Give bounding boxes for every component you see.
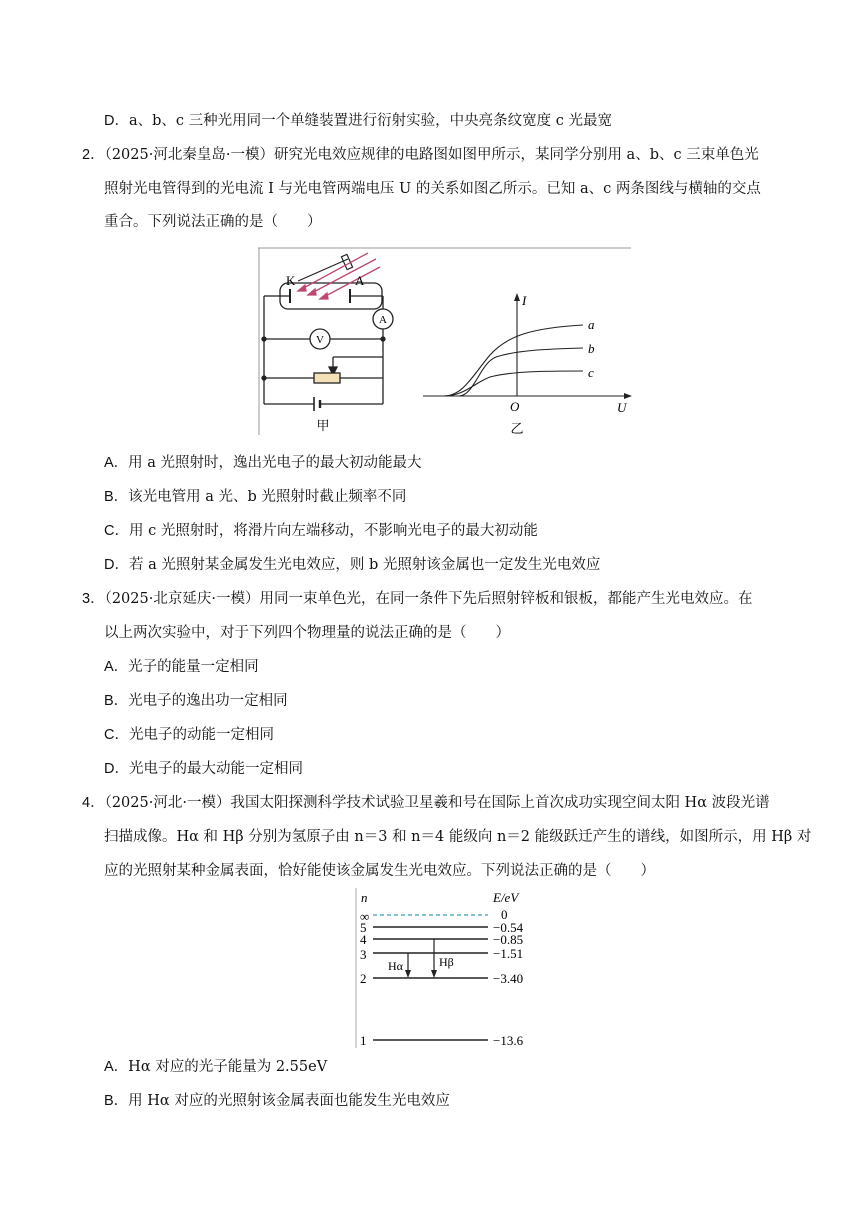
q2-option-d [104, 555, 600, 575]
option-text: 该光电管用 a 光、b 光照射时截止频率不同 [128, 489, 407, 505]
voltmeter-label: V [316, 334, 324, 346]
q2-option-b [104, 487, 406, 507]
rheostat [314, 373, 340, 383]
option-letter: B． [104, 693, 129, 709]
graph-caption: 乙 [510, 421, 524, 436]
ammeter-label: A [379, 314, 387, 326]
circuit-caption: 甲 [316, 418, 330, 433]
question-text: （2025·河北·一模）我国太阳探测科学技术试验卫星羲和号在国际上首次成功实现空间太阳 Hα 波段光谱 [104, 795, 770, 811]
option-text: 用 Hα 对应的光照射该金属表面也能发生光电效应 [128, 1093, 450, 1109]
i-axis-label: I [522, 293, 527, 308]
q3-option-d [104, 759, 303, 779]
option-letter: B． [104, 1093, 129, 1109]
q2-stem-line-2: 照射光电管得到的光电流 I 与光电管两端电压 U 的关系如图乙所示。已知 a、c 两条图线与横轴的交点 [104, 181, 761, 197]
h-beta-label: Hβ [439, 955, 454, 969]
h-alpha-label: Hα [388, 959, 403, 973]
option-text: 光电子的动能一定相同 [128, 727, 274, 743]
level-n-5: 5 [360, 920, 367, 935]
curve-c [444, 371, 583, 396]
question-number: 4． [82, 795, 105, 811]
q2-stem-line-3: 重合。下列说法正确的是（ ） [104, 214, 322, 230]
u-axis-label: U [617, 400, 627, 415]
curve-a [444, 325, 583, 396]
question-number: 3． [82, 591, 105, 607]
level-e-5: −0.54 [493, 920, 524, 935]
level-n-inf: ∞ [360, 909, 370, 924]
level-e-3: −1.51 [493, 946, 524, 961]
option-text: 光电子的最大动能一定相同 [128, 761, 303, 777]
level-n-4: 4 [360, 932, 367, 947]
option-text: 用 a 光照射时，逸出光电子的最大初动能最大 [128, 455, 422, 471]
level-n-2: 2 [360, 971, 367, 986]
q1-option-d [104, 111, 612, 131]
origin-label: O [510, 399, 520, 414]
level-e-inf: 0 [501, 907, 508, 922]
energy-level-diagram [355, 888, 545, 1050]
option-text: 光电子的逸出功一定相同 [128, 693, 288, 709]
circuit-diagram [262, 283, 393, 411]
q4-option-b [104, 1091, 450, 1111]
q4-stem-line-1 [82, 793, 770, 813]
q4-stem-line-3: 应的光照射某种金属表面，恰好能使该金属发生光电效应。下列说法正确的是（ ） [104, 863, 655, 879]
q4-energy-level-figure [355, 888, 545, 1050]
option-letter: D． [104, 113, 129, 129]
option-text: 用 c 光照射时，将滑片向左端移动，不影响光电子的最大初动能 [128, 523, 538, 539]
level-n-1: 1 [360, 1033, 367, 1048]
q3-option-a [104, 657, 259, 677]
q2-stem-line-1 [82, 145, 759, 165]
curve-b-label: b [588, 341, 595, 356]
option-text: 光子的能量一定相同 [128, 659, 259, 675]
anode-label: A [355, 273, 365, 288]
curve-a-label: a [588, 317, 595, 332]
e-header: E/eV [493, 890, 519, 905]
q3-stem-line-1 [82, 589, 752, 609]
q4-option-a [104, 1057, 327, 1077]
q2-option-a [104, 453, 422, 473]
level-e-1: −13.6 [493, 1033, 524, 1048]
option-letter: C． [104, 727, 129, 743]
q2-figure [258, 247, 633, 437]
level-e-2: −3.40 [493, 971, 524, 986]
option-letter: C． [104, 523, 129, 539]
option-letter: D． [104, 761, 129, 777]
level-n-3: 3 [360, 947, 367, 962]
cathode-label: K [286, 273, 296, 288]
question-number: 2． [82, 147, 105, 163]
iu-graph [423, 293, 632, 399]
question-text: （2025·北京延庆·一模）用同一束单色光，在同一条件下先后照射锌板和银板，都能产生光电效应。在 [104, 591, 753, 607]
option-text: Hα 对应的光子能量为 2.55eV [128, 1059, 328, 1075]
option-letter: A． [104, 659, 129, 675]
circuit-and-graph-figure [258, 247, 633, 437]
option-text: 若 a 光照射某金属发生光电效应，则 b 光照射该金属也一定发生光电效应 [128, 557, 601, 573]
q3-stem-line-2: 以上两次实验中，对于下列四个物理量的说法正确的是（ ） [104, 625, 510, 641]
light-source [298, 254, 353, 281]
q2-option-c [104, 521, 538, 541]
level-e-4: −0.85 [493, 932, 524, 947]
option-text: a、b、c 三种光用同一个单缝装置进行衍射实验，中央亮条纹宽度 c 光最宽 [128, 113, 612, 129]
option-letter: D． [104, 557, 129, 573]
option-letter: A． [104, 1059, 129, 1075]
question-text: （2025·河北秦皇岛·一模）研究光电效应规律的电路图如图甲所示，某同学分别用 a、b、c 三束单色光 [104, 147, 759, 163]
q4-stem-line-2: 扫描成像。Hα 和 Hβ 分别为氢原子由 n＝3 和 n＝4 能级向 n＝2 能级跃迁产生的谱线，如图所示，用 Hβ 对 [104, 829, 812, 845]
n-header: n [361, 890, 368, 905]
q3-option-b [104, 691, 288, 711]
q3-option-c [104, 725, 274, 745]
curve-c-label: c [588, 365, 594, 380]
option-letter: A． [104, 455, 129, 471]
option-letter: B． [104, 489, 129, 505]
